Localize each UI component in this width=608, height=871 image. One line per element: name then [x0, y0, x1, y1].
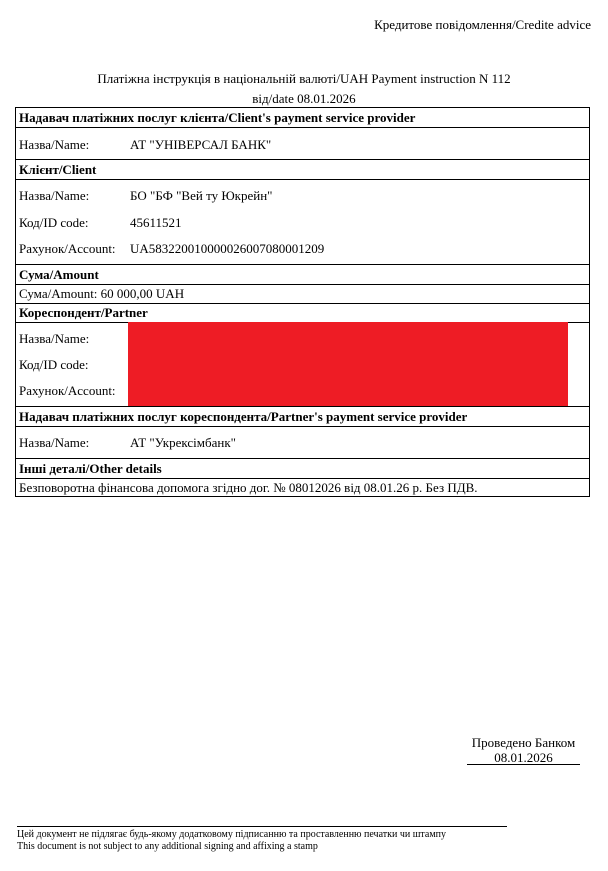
partner-psp-name-label: Назва/Name:: [19, 435, 90, 450]
partner-heading: Кореспондент/Partner: [19, 305, 148, 320]
footer-divider: [17, 826, 507, 827]
other-heading: Інші деталі/Other details: [19, 461, 162, 476]
redaction-block: [128, 322, 568, 406]
partner-account-label: Рахунок/Account:: [19, 383, 116, 398]
client-name-value: БО "БФ "Вей ту Юкрейн": [130, 188, 273, 203]
client-account-label: Рахунок/Account:: [19, 241, 116, 256]
divider: [16, 303, 589, 304]
divider: [16, 159, 589, 160]
divider: [16, 127, 589, 128]
client-id-value: 45611521: [130, 215, 182, 230]
divider: [16, 406, 589, 407]
divider: [16, 284, 589, 285]
divider: [16, 478, 589, 479]
other-details-line: Безповоротна фінансова допомога згідно дог. № 08012026 від 08.01.26 р. Без ПДВ.: [19, 480, 478, 495]
instruction-title: Платіжна інструкція в національній валюті/UAH Payment instruction N 112: [97, 71, 511, 86]
payment-details-table: [15, 107, 590, 497]
footer-note-ua: Цей документ не підлягає будь-якому додатковому підписанню та проставленню печатки чи штампу: [17, 829, 447, 840]
footer-note-en: This document is not subject to any additional signing and affixing a stamp: [17, 841, 318, 852]
client-psp-heading: Надавач платіжних послуг клієнта/Client's payment service provider: [19, 110, 416, 125]
instruction-date: від/date 08.01.2026: [252, 91, 356, 106]
client-heading: Клієнт/Client: [19, 162, 97, 177]
divider: [16, 179, 589, 180]
bank-processed-stamp: [467, 735, 580, 765]
client-id-label: Код/ID code:: [19, 215, 89, 230]
document-type-title: Кредитове повідомлення/Credite advice: [374, 17, 591, 32]
partner-name-label: Назва/Name:: [19, 331, 90, 346]
amount-heading: Сума/Amount: [19, 267, 99, 282]
stamp-underline: [467, 764, 580, 765]
client-name-label: Назва/Name:: [19, 188, 90, 203]
partner-psp-heading: Надавач платіжних послуг кореспондента/Partner's payment service provider: [19, 409, 468, 424]
stamp-text: Проведено Банком: [471, 735, 576, 750]
client-psp-name-value: АТ "УНІВЕРСАЛ БАНК": [130, 137, 272, 152]
partner-psp-name-value: АТ "Укрексімбанк": [130, 435, 236, 450]
client-account-value: UA583220010000026007080001209: [130, 241, 325, 256]
divider: [16, 264, 589, 265]
amount-line: Сума/Amount: 60 000,00 UAH: [19, 286, 185, 301]
divider: [16, 426, 589, 427]
stamp-date: 08.01.2026: [494, 750, 553, 765]
client-psp-name-label: Назва/Name:: [19, 137, 90, 152]
partner-id-label: Код/ID code:: [19, 357, 89, 372]
divider: [16, 458, 589, 459]
